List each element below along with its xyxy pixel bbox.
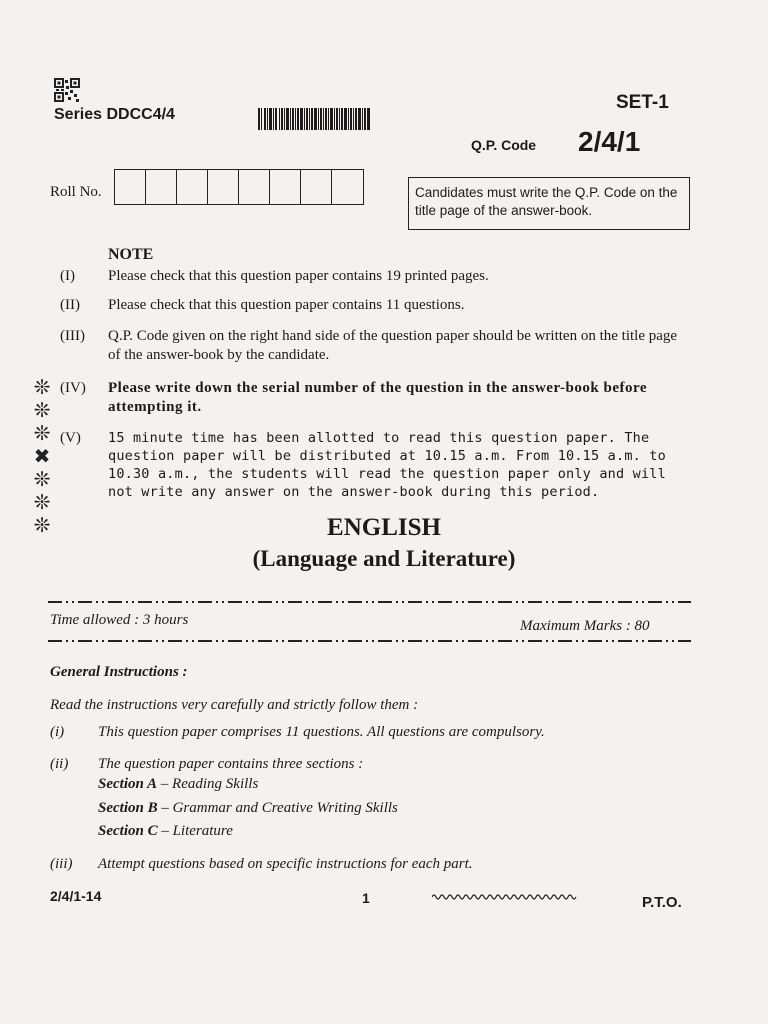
roll-no-box[interactable] bbox=[115, 170, 146, 204]
subject-subtitle: (Language and Literature) bbox=[252, 546, 516, 571]
note-item-number: (I) bbox=[60, 268, 75, 284]
margin-asterisks bbox=[30, 376, 54, 537]
note-item-text: Please write down the serial number of the question in the answer-book before attempting it. bbox=[108, 380, 648, 415]
note-item-3 bbox=[60, 327, 683, 365]
asterisk-icon: ❊ bbox=[33, 421, 51, 445]
note-item-4 bbox=[60, 379, 683, 417]
note-title: NOTE bbox=[108, 246, 154, 263]
instruction-item-1 bbox=[50, 721, 545, 744]
note-item-text: Q.P. Code given on the right hand side of the question paper should be written on the title page of the answer-book by the candidate. bbox=[108, 328, 678, 363]
cross-icon: ✖ bbox=[33, 444, 51, 468]
instruction-number: (i) bbox=[50, 724, 65, 740]
qp-code-label: Q.P. Code bbox=[471, 137, 537, 153]
section-b-line bbox=[98, 800, 398, 817]
asterisk-icon: ❊ bbox=[33, 467, 51, 491]
asterisk-icon: ❊ bbox=[33, 398, 51, 422]
section-desc: – Literature bbox=[157, 823, 233, 839]
asterisk-icon: ❊ bbox=[33, 513, 51, 537]
section-desc: – Reading Skills bbox=[157, 776, 259, 792]
note-item-text: Please check that this question paper contains 11 questions. bbox=[108, 297, 465, 313]
candidates-note-text: Candidates must write the Q.P. Code on the title page of the answer-book. bbox=[415, 185, 678, 218]
note-item-number: (IV) bbox=[60, 380, 86, 396]
roll-no-box[interactable] bbox=[146, 170, 177, 204]
note-item-1 bbox=[60, 267, 683, 286]
candidates-note-box bbox=[408, 177, 690, 230]
instruction-item-2 bbox=[50, 753, 363, 776]
barcode-icon bbox=[258, 108, 370, 130]
roll-no-boxes[interactable] bbox=[114, 169, 364, 205]
roll-no-label: Roll No. bbox=[50, 184, 102, 200]
note-item-5 bbox=[60, 429, 683, 501]
roll-no-box[interactable] bbox=[239, 170, 270, 204]
page-number: 1 bbox=[362, 890, 370, 906]
note-item-number: (III) bbox=[60, 328, 85, 344]
series-label: Series DDCC4/4 bbox=[54, 106, 175, 123]
asterisk-icon: ❊ bbox=[33, 375, 51, 399]
roll-no-box[interactable] bbox=[270, 170, 301, 204]
section-name: Section A bbox=[98, 776, 158, 792]
maximum-marks: Maximum Marks : 80 bbox=[520, 618, 650, 634]
note-item-number: (V) bbox=[60, 430, 81, 446]
note-item-number: (II) bbox=[60, 297, 80, 313]
qp-code-value: 2/4/1 bbox=[578, 126, 641, 157]
general-instructions-title: General Instructions : bbox=[50, 664, 188, 680]
set-label: SET-1 bbox=[616, 92, 669, 113]
note-item-text: Please check that this question paper contains 19 printed pages. bbox=[108, 268, 489, 284]
subject-title: ENGLISH bbox=[327, 514, 441, 541]
instruction-number: (iii) bbox=[50, 856, 73, 872]
section-name: Section C bbox=[98, 823, 158, 839]
pto-label: P.T.O. bbox=[642, 894, 682, 911]
dash-dot-divider bbox=[48, 637, 691, 645]
section-name: Section B bbox=[98, 800, 158, 816]
instruction-text: This question paper comprises 11 questions. All questions are compulsory. bbox=[98, 724, 545, 740]
roll-no-box[interactable] bbox=[208, 170, 239, 204]
qr-code-icon bbox=[54, 78, 80, 102]
instruction-text: The question paper contains three sections : bbox=[98, 756, 364, 772]
instruction-number: (ii) bbox=[50, 756, 69, 772]
asterisk-icon: ❊ bbox=[33, 490, 51, 514]
instructions-intro: Read the instructions very carefully and strictly follow them : bbox=[50, 697, 419, 713]
footer-paper-code: 2/4/1-14 bbox=[50, 888, 102, 904]
note-item-text: 15 minute time has been allotted to read this question paper. The question paper will be distributed at 10.15 a.m. From 10.15 a.m. to 10.30 a.m., the students will read the question paper only and will not write any answer on the answer-book during this period. bbox=[108, 430, 666, 500]
roll-no-box[interactable] bbox=[332, 170, 363, 204]
dash-dot-divider bbox=[48, 598, 691, 606]
instruction-text: Attempt questions based on specific instructions for each part. bbox=[98, 856, 473, 872]
instruction-item-3 bbox=[50, 853, 473, 876]
roll-no-box[interactable] bbox=[177, 170, 208, 204]
note-item-2 bbox=[60, 296, 683, 315]
roll-no-box[interactable] bbox=[301, 170, 332, 204]
section-c-line bbox=[98, 823, 233, 840]
squiggle-line bbox=[432, 892, 578, 902]
section-desc: – Grammar and Creative Writing Skills bbox=[157, 800, 398, 816]
time-allowed: Time allowed : 3 hours bbox=[50, 612, 189, 628]
section-a-line bbox=[98, 776, 258, 793]
